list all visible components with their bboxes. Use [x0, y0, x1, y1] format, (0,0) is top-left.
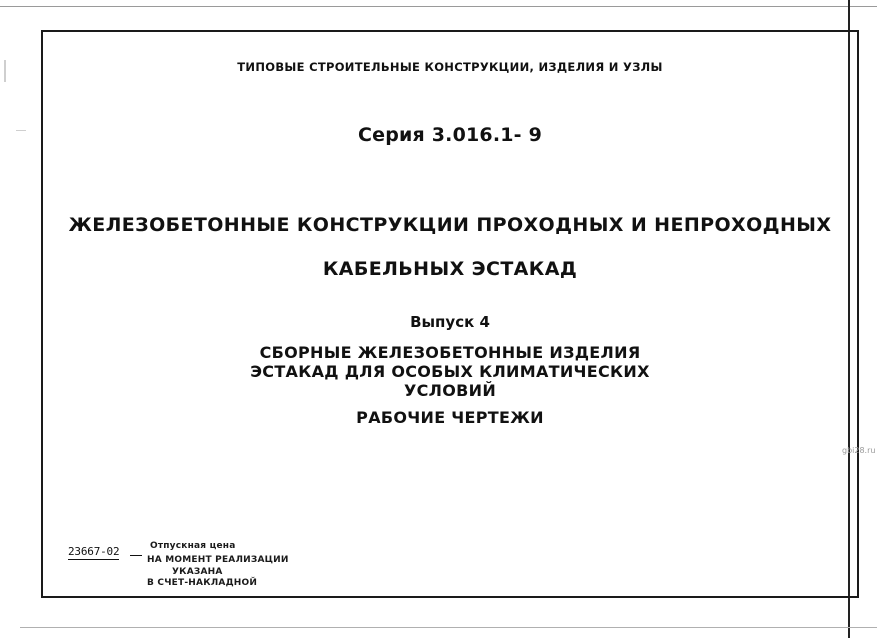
series-label: Серия 3.016.1- 9 — [357, 124, 542, 146]
collection-title: ТИПОВЫЕ СТРОИТЕЛЬНЫЕ КОНСТРУКЦИИ, ИЗДЕЛИЯ И УЗЛЫ — [237, 60, 663, 74]
price-note-line-3: УКАЗАНА — [172, 567, 223, 577]
site-watermark: gbi28.ru — [842, 446, 876, 455]
issue-subtitle-line-2: ЭСТАКАД ДЛЯ ОСОБЫХ КЛИМАТИЧЕСКИХ — [250, 362, 650, 381]
issue-subtitle-line-3: УСЛОВИЙ — [403, 381, 497, 400]
catalog-number-dash — [130, 555, 142, 556]
sheet-top-edge-line — [0, 6, 877, 7]
price-note-line-1: Отпускная цена — [150, 541, 236, 551]
sheet-bottom-edge-line — [20, 627, 877, 628]
price-note-line-4: В СЧЕТ-НАКЛАДНОЙ — [147, 578, 258, 588]
working-drawings-label: РАБОЧИЕ ЧЕРТЕЖИ — [356, 408, 544, 427]
catalog-number: 23667-02 — [68, 545, 120, 558]
document-title-line-1: ЖЕЛЕЗОБЕТОННЫЕ КОНСТРУКЦИИ ПРОХОДНЫХ И НЕПРОХОДНЫХ — [68, 214, 832, 236]
issue-label: Выпуск 4 — [410, 313, 490, 331]
scan-artifact — [16, 130, 26, 131]
issue-subtitle-line-1: СБОРНЫЕ ЖЕЛЕЗОБЕТОННЫЕ ИЗДЕЛИЯ — [259, 343, 641, 362]
scan-artifact — [4, 60, 6, 82]
price-note-line-2: НА МОМЕНТ РЕАЛИЗАЦИИ — [147, 555, 289, 565]
document-title-line-2: КАБЕЛЬНЫХ ЭСТАКАД — [322, 258, 578, 280]
